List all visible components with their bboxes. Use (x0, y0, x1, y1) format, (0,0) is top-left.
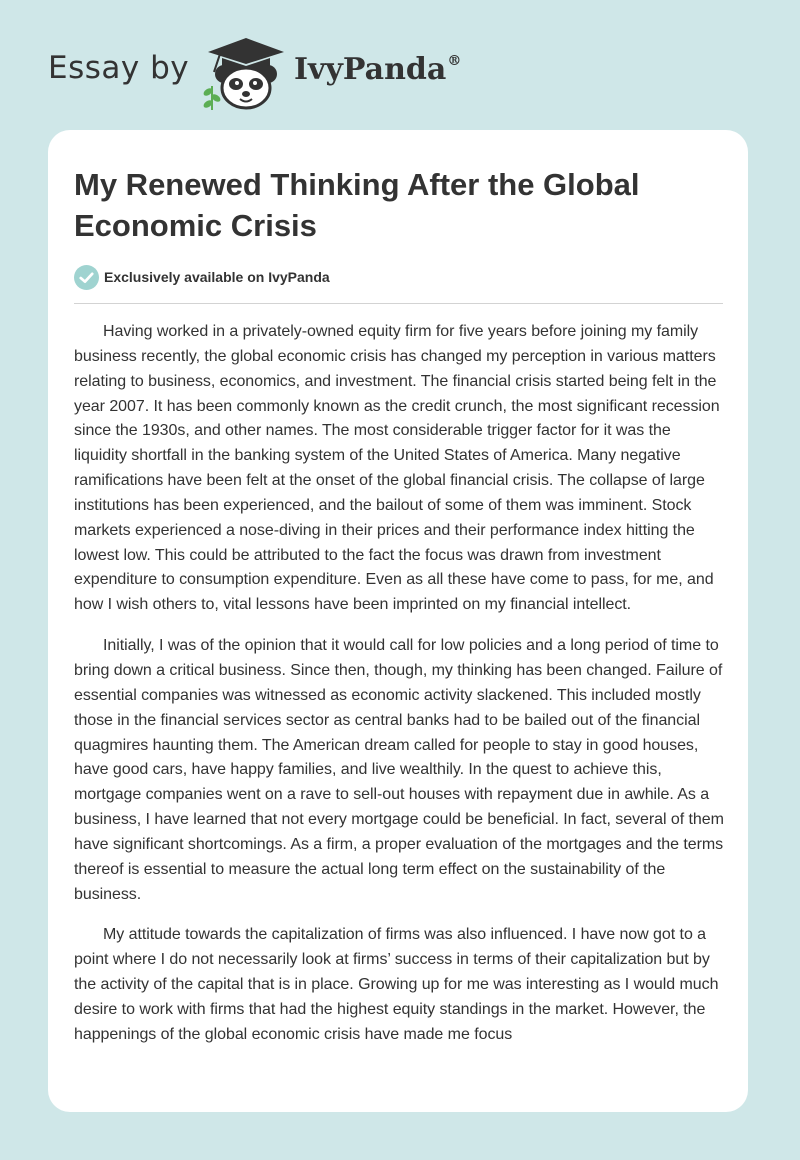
brand-name[interactable]: IvyPanda® (294, 52, 462, 87)
essay-card (48, 130, 748, 1112)
panda-graduate-icon[interactable] (200, 34, 284, 110)
divider (74, 303, 723, 304)
paragraph: Initially, I was of the opinion that it would call for low policies and a long period of time to bring down a critical business. Since then, though, my thinking has been changed. Failure of essential companies was witnessed as economic activity slackened. This included mostly those in the financial services sector as central banks had to be bailed out of the financial quagmires haunting them. The American dream called for people to stay in good houses, have good cars, have happy families, and live wealthily. In the quest to achieve this, mortgage companies went on a rave to sell-out houses with repayment due in awhile. As a business, I have learned that not every mortgage could be beneficial. In fact, several of them have significant shortcomings. As a firm, a proper evaluation of the mortgages and the terms thereof is essential to measure the actual long term effect on the sustainability of the business. (74, 637, 724, 903)
site-header (0, 0, 800, 120)
registered-mark: ® (447, 53, 462, 69)
exclusive-badge-text: Exclusively available on IvyPanda (104, 269, 330, 285)
essay-by-label: Essay by (48, 50, 190, 86)
exclusive-badge (74, 264, 330, 290)
check-circle-icon (74, 265, 99, 290)
page-title: My Renewed Thinking After the Global Economic Crisis (74, 167, 640, 243)
paragraph: Having worked in a privately-owned equity firm for five years before joining my family business recently, the global economic crisis has changed my perception in various matters relating to business, economics, and investment. The financial crisis started being felt in the year 2007. It has been commonly known as the credit crunch, the most significant recession since the 1930s, and other names. The most considerable trigger factor for it was the liquidity shortfall in the banking system of the United States of America. Many negative ramifications have been felt at the onset of the global financial crisis. The collapse of large institutions has been experienced, and the bailout of some of them was imminent. Stock markets experienced a nose-diving in their prices and their performance index hitting the lowest low. This could be attributed to the fact the focus was drawn from investment expenditure to consumption expenditure. Even as all these have come to pass, for me, and how I wish others to, vital lessons have been imprinted on my financial intellect. (74, 323, 720, 614)
essay-body (74, 320, 726, 1064)
paragraph: My attitude towards the capitalization of firms was also influenced. I have now got to a point where I do not necessarily look at firms’ success in terms of their capitalization but by the activity of the capital that is in place. Growing up for me was interesting as I would much desire to work with firms that had the highest equity standings in the market. However, the happenings of the global economic crisis have made me focus (74, 926, 719, 1043)
